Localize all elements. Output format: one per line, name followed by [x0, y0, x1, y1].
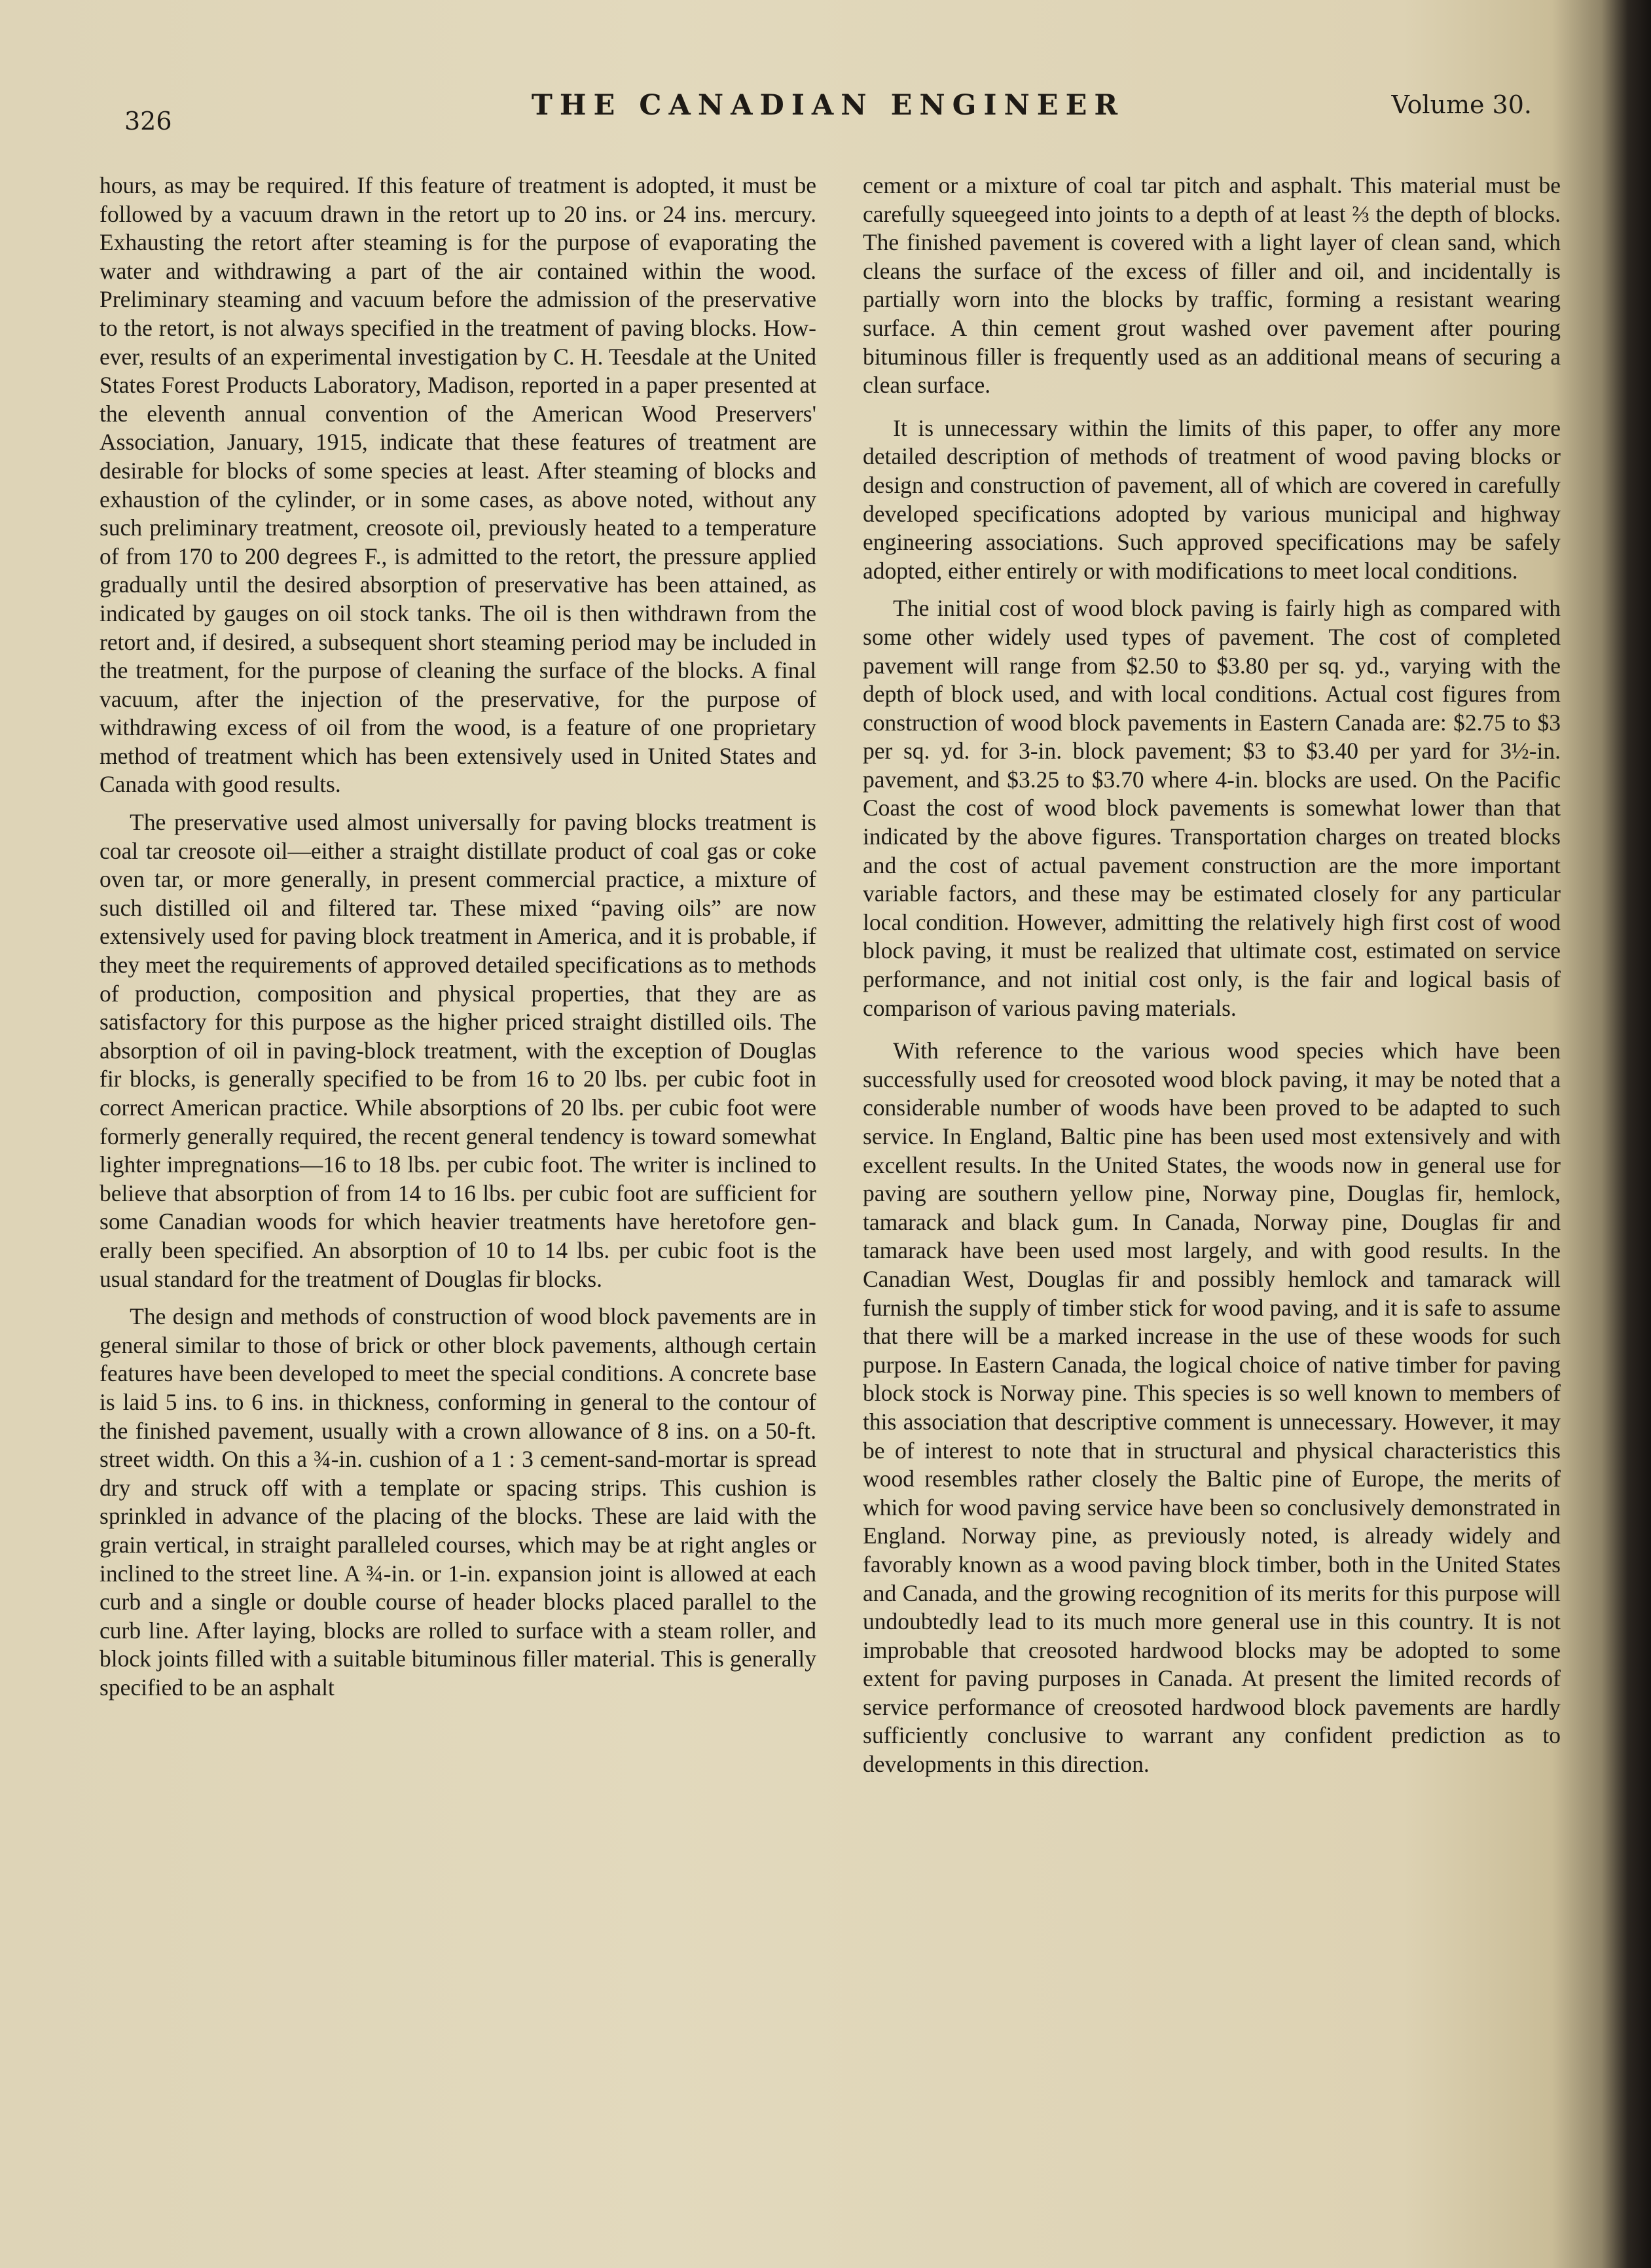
- left-paragraph-1: hours, as may be required. If this feature of treatment is adopted, it must be followed by a vacuum drawn in the retort up to 20 ins. or 24 ins. mercury. Exhausting the retort after steaming is for the purpose of evaporating the water and withdrawing a part of the air contained within the wood. Preliminary steaming and vacuum before the admission of the preservative to the retort, is not always specified in the treatment of paving blocks. However, results of an experimental investigation by C. H. Teesdale at the United States Forest Products Laboratory, Madison, reported in a paper presented at the eleventh annual convention of the American Wood Preservers' Association, January, 1915, indicate that these features of treatment are desirable for blocks of some species at least. After steaming of blocks and exhaustion of the cylinder, or in some cases, as above noted, without any such preliminary treatment, creosote oil, previously heated to a temperature of from 170 to 200 degrees F., is admitted to the retort, the pressure applied gradually until the desired absorption of preservative has been attained, as indicated by gauges on oil stock tanks. The oil is then withdrawn from the retort and, if desired, a subsequent short steaming period may be included in the treatment, for the purpose of cleaning the surface of the blocks. A final vacuum, after the injection of the preservative, for the purpose of withdrawing excess of oil from the wood, is a feature of one proprietary method of treatment which has been extensively used in United States and Canada with good results.: [100, 172, 816, 798]
- left-paragraph-3: The design and methods of construction of wood block pavements are in general similar to those of brick or other block pavements, although certain features have been developed to meet the special conditions. A concrete base is laid 5 ins. to 6 ins. in thickness, conforming in general to the contour of the finished pavement, usually with a crown allowance of 8 ins. on a 50-ft. street width. On this a ¾-in. cushion of a 1 : 3 cement-sand-mortar is spread dry and struck off with a template or spacing strips. This cushion is sprinkled in advance of the placing of the blocks. These are laid with the grain vertical, in straight paralleled courses, which may be at right angles or inclined to the street line. A ¾-in. or 1-in. expansion joint is allowed at each curb and a single or double course of header blocks placed parallel to the curb line. After laying, blocks are rolled to surface with a steam roller, and block joints filled with a suitable bituminous filler material. This is generally specified to be an asphalt: [100, 1303, 816, 1701]
- journal-title: THE CANADIAN ENGINEER: [531, 89, 1125, 122]
- right-paragraph-3: The initial cost of wood block paving is fairly high as compared with some other widely used types of pavement. The cost of completed pavement will range from $2.50 to $3.80 per sq. yd., varying with the depth of block used, and with local conditions. Actual cost figures from construction of wood block pavements in Eastern Canada are: $2.75 to $3 per sq. yd. for 3-in. block pavement; $3 to $3.40 per yard for 3½-in. pavement, and $3.25 to $3.70 where 4-in. blocks are used. On the Pacific Coast the cost of wood block pavements is somewhat lower than that indicated by the above figures. Transportation charges on treated blocks and the cost of actual pavement construction are the more important variable factors, and these may be estimated closely for any particular local condition. However, admitting the relatively high first cost of wood block paving, it must be realized that ultimate cost, estimated on service performance, and not initial cost only, is the fair and logical basis of comparison of various paving materials.: [863, 595, 1561, 1021]
- volume-label: Volume 30.: [1391, 90, 1532, 119]
- page-number: 326: [124, 107, 172, 135]
- right-paragraph-2: It is unnecessary within the limits of this paper, to offer any more detailed description of methods of treatment of wood paving blocks or design and construction of pavement, all of which are covered in carefully developed specifications adopted by various municipal and highway engineering associations. Such approved specifications may be safely adopted, either entirely or with modifications to meet local conditions.: [863, 414, 1561, 584]
- right-paragraph-1: cement or a mixture of coal tar pitch and asphalt. This material must be carefully squeegeed into joints to a depth of at least ⅔ the depth of blocks. The finished pavement is covered with a light layer of clean sand, which cleans the surface of the excess of filler and oil, and incidentally is partially worn into the blocks by traffic, forming a resistant wearing surface. A thin cement grout washed over pavement after pouring bituminous filler is frequently used as an additional means of securing a clean surface.: [863, 172, 1561, 399]
- right-paragraph-4: With reference to the various wood species which have been successfully used for creosoted wood block paving, it may be noted that a considerable number of woods have been proved to be adapted to such service. In England, Baltic pine has been used most extensively and with excellent results. In the United States, the woods now in general use for paving are southern yellow pine, Norway pine, Douglas fir, hemlock, tamarack and black gum. In Canada, Norway pine, Douglas fir and tamarack have been used most largely, and with good results. In the Canadian West, Douglas fir and possibly hemlock and tamarack will furnish the supply of timber stick for wood paving, and it is safe to assume that there will be a marked increase in the use of these woods for such purpose. In Eastern Canada, the logical choice of native timber for paving block stock is Norway pine. This species is so well known to members of this association that descriptive comment is unnecessary. However, it may be of interest to note that in structural and physical characteristics this wood resembles rather closely the Baltic pine of Europe, the merits of which for wood paving service have been so conclusively demonstrated in England. Norway pine, as previously noted, is already widely and favorably known as a wood paving block timber, both in the United States and Canada, and the growing recognition of its merits for this purpose will undoubtedly lead to its much more general use in this country. It is not improbable that creosoted hardwood blocks may be adopted to some extent for paving purposes in Canada. At present the limited records of service performance of creosoted hardwood block pavements are hardly sufficiently conclusive to warrant any confident prediction as to developments in this direction.: [863, 1037, 1561, 1778]
- left-column: [100, 171, 816, 1702]
- right-column: [863, 171, 1561, 1779]
- left-paragraph-2: The preservative used almost universally for paving blocks treatment is coal tar creosote oil—either a straight distillate product of coal gas or coke oven tar, or more generally, in present commercial practice, a mixture of such distilled oil and filtered tar. These mixed “paving oils” are now extensively used for paving block treatment in America, and it is probable, if they meet the requirements of approved detailed specifications as to methods of production, composition and physical properties, that they are as satisfactory for this purpose as the higher priced straight distilled oils. The absorption of oil in paving-block treatment, with the exception of Douglas fir blocks, is generally specified to be from 16 to 20 lbs. per cubic foot in correct American practice. While absorptions of 20 lbs. per cubic foot were formerly generally required, the recent general tendency is toward somewhat lighter impregnations—16 to 18 lbs. per cubic foot. The writer is inclined to believe that absorption of from 14 to 16 lbs. per cubic foot are sufficient for some Canadian woods for which heavier treatments have heretofore generally been specified. An absorption of 10 to 14 lbs. per cubic foot is the usual standard for the treatment of Douglas fir blocks.: [100, 809, 816, 1292]
- page-header: [124, 84, 1532, 136]
